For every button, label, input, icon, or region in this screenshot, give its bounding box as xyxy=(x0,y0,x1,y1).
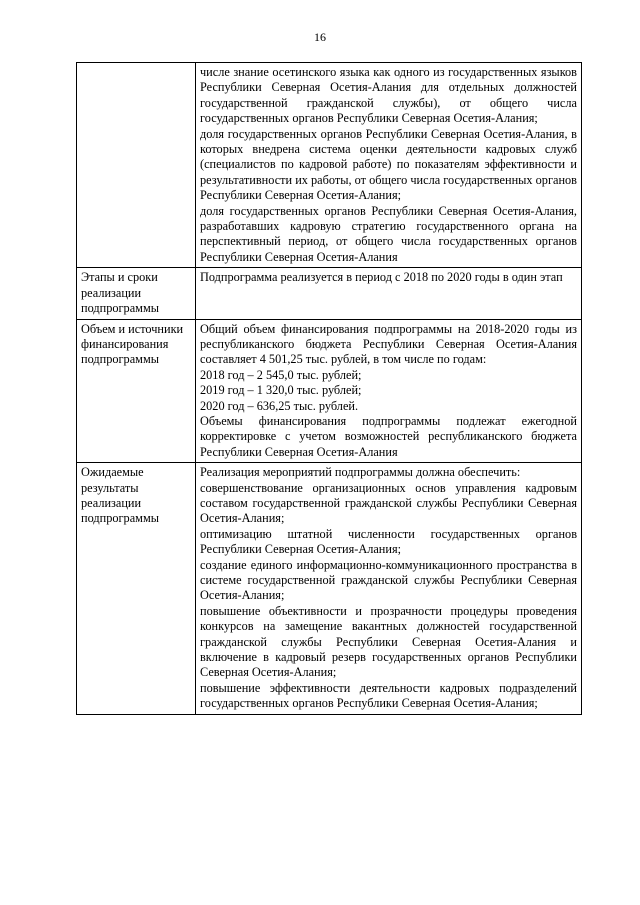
paragraph: Объемы финансирования подпрограммы подлежат ежегодной корректировке с учетом возможностей республиканского бюджета Республики Северная Осетия-Алания xyxy=(200,413,577,459)
table-row-financing xyxy=(77,319,582,463)
paragraph: совершенствование организационных основ управления кадровым составом государственной гражданской службы Республики Северная Осетия-Алания; xyxy=(200,480,577,526)
paragraph: оптимизацию штатной численности государственных органов Республики Северная Осетия-Алания; xyxy=(200,526,577,557)
row-content xyxy=(196,463,582,715)
paragraph: Общий объем финансирования подпрограммы на 2018-2020 годы из республиканского бюджета Республики Северная Осетия-Алания составляет 4 501,25 тыс. рублей, в том числе по годам: xyxy=(200,321,577,367)
paragraph: доля государственных органов Республики Северная Осетия-Алания, в которых внедрена система оценки деятельности кадровых служб (специалистов по кадровой работе) по показателям эффективности и результативности их работы, от общего числа государственных органов Республики Северная Осетия-Алания; xyxy=(200,126,577,203)
paragraph: повышение объективности и прозрачности процедуры проведения конкурсов на замещение вакантных должностей государственной гражданской службы Республики Северная Осетия-Алания и включение в кадровый резерв государственных органов Республики Северная Осетия-Алания; xyxy=(200,603,577,680)
paragraph: 2018 год – 2 545,0 тыс. рублей; xyxy=(200,367,362,382)
row-label: Ожидаемые результаты реализации подпрограммы xyxy=(77,463,196,715)
page-number: 16 xyxy=(314,30,326,44)
row-content xyxy=(196,268,582,319)
row-content xyxy=(196,63,582,268)
subprogram-passport-table xyxy=(76,62,582,715)
paragraph: 2019 год – 1 320,0 тыс. рублей; xyxy=(200,383,362,398)
row-content xyxy=(196,319,582,463)
paragraph: Подпрограмма реализуется в период с 2018 по 2020 годы в один этап xyxy=(200,270,563,285)
paragraph: числе знание осетинского языка как одного из государственных языков Республики Северная Осетия-Алания для отдельных должностей государственной гражданской службы), от общего числа государственных органов Республики Северная Осетия-Алания; xyxy=(200,65,577,126)
paragraph: Реализация мероприятий подпрограммы должна обеспечить: xyxy=(200,465,521,480)
table-row-indicators xyxy=(77,63,582,268)
table-row-expected-results xyxy=(77,463,582,715)
table-row-stages xyxy=(77,268,582,319)
row-label: Этапы и сроки реализации подпрограммы xyxy=(77,268,196,319)
paragraph: доля государственных органов Республики Северная Осетия-Алания, разработавших кадровую стратегию государственного органа на перспективный период, от общего числа государственных органов Республики Северная Осетия-Алания xyxy=(200,203,577,264)
paragraph: 2020 год – 636,25 тыс. рублей. xyxy=(200,398,359,413)
row-label xyxy=(77,63,196,268)
paragraph: создание единого информационно-коммуникационного пространства в системе государственной гражданской службы Республики Северная Осетия-Алания; xyxy=(200,557,577,603)
paragraph: повышение эффективности деятельности кадровых подразделений государственных органов Республики Северная Осетия-Алания; xyxy=(200,680,577,711)
row-label: Объем и источники финансирования подпрограммы xyxy=(77,319,196,463)
